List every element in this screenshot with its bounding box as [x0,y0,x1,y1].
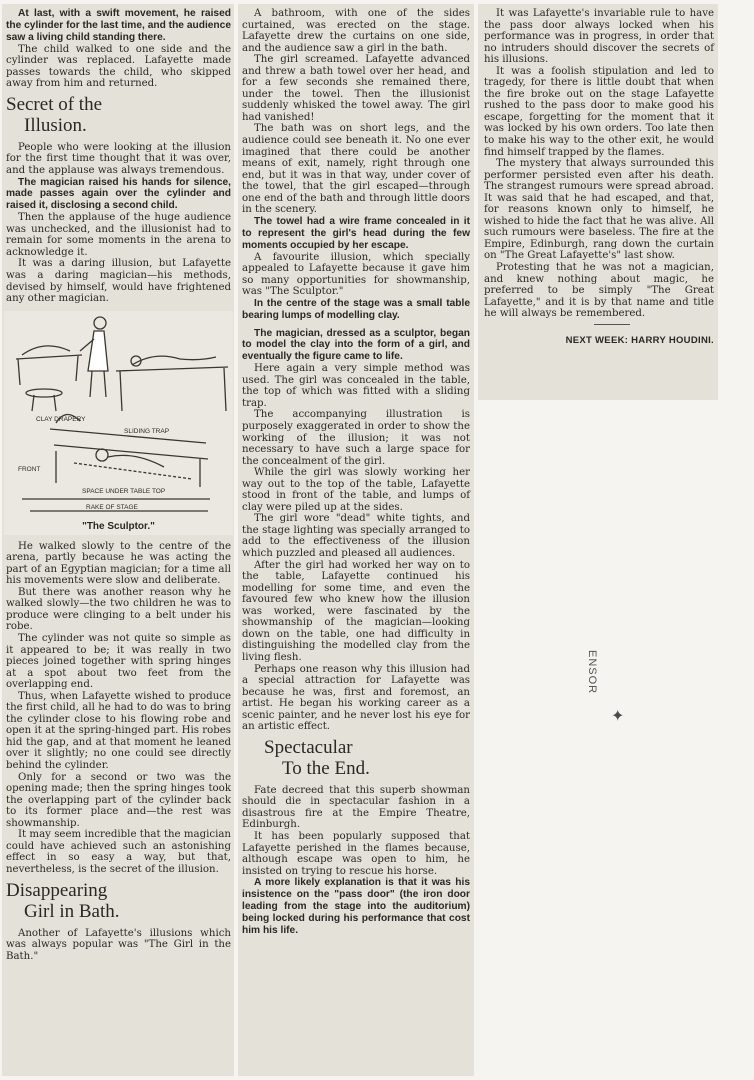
paragraph: It may seem incredible that the magician could have achieved such an astonishing effect in so easy a way, but that, nevertheless, is the secret of the illusion. [6,829,231,875]
paragraph: The child walked to one side and the cylinder was replaced. Lafayette made passes towards the child, who skipped away from him and returned. [6,43,231,90]
col1-end [6,928,231,963]
paragraph: The magician raised his hands for silence, made passes again over the cylinder and raised it, disclosing a second child. [6,176,231,212]
heading-line: Disappearing [6,879,108,901]
label-clay-drapery: CLAY DRAPERY [36,415,86,423]
heading-line: Spectacular [264,736,353,758]
col2-top [242,8,470,322]
paragraph: At last, with a swift movement, he raised the cylinder for the last time, and the audience saw a living child standing there. [6,8,231,43]
label-front: FRONT [18,465,41,473]
paragraph: The accompanying illustration is purposely exaggerated in order to show the working of the illusion; it was not necessary to have such a large space for the concealment of the girl. [242,409,470,467]
paragraph: Only for a second or two was the opening made; then the spring hinges took the overlapping part of the cylinder back to its former place and—the rest was showmanship. [6,771,231,829]
paragraph: Another of Lafayette's illusions which was always popular was "The Girl in the Bath." [6,927,231,962]
heading-spectacular [264,737,470,779]
paragraph: Then the applause of the huge audience was unchecked, and the illusionist had to remain for some moments in the arena to acknowledge it. [6,212,231,258]
paragraph: Protesting that he was not a magician, and knew nothing about magic, he preferred to be simply "The Great Lafayette," and it is by that name and title he will always be remembered. [484,262,714,320]
column-1 [2,4,234,1076]
column-2 [238,4,474,1076]
col1-top [6,8,231,90]
heading-line: Girl in Bath. [24,900,120,922]
heading-line: Secret of the [6,93,103,115]
paragraph: It was a daring illusion, but Lafayette was a daring magician—his methods, devised by himself, would have frightened any other magician. [6,258,231,305]
ensor-stamp: ENSOR [586,650,598,695]
label-rake-of-stage: RAKE OF STAGE [86,503,138,511]
paragraph: The mystery that always surrounded this performer persisted even after his death. The strangest rumours were spread abroad. It was said that he had escaped, and that, for reasons known only to himself, he wished to hide the fact that he was alive. All such rumours were baseless. The fire at the Empire, Edinburgh, rang down the curtain on "The Great Lafayette's" last show. [484,158,714,262]
paragraph: People who were looking at the illusion for the first time thought that it was over, and the applause was always tremendous. [6,141,231,176]
paragraph: After the girl had worked her way on to the table, Lafayette continued his modelling for some time, and even the favoured few who knew how the illusion was worked, were fascinated by the showmanship of the magician—looking down on the table, one had difficulty in distinguishing the modelled clay from the living flesh. [242,559,470,663]
divider-rule [594,324,630,325]
next-week-notice: NEXT WEEK: HARRY HOUDINI. [565,334,714,346]
label-sliding-trap: SLIDING TRAP [124,427,170,435]
label-space-under-table: SPACE UNDER TABLE TOP [82,487,166,495]
paragraph: But there was another reason why he walked slowly—the two children he was to produce were clinging to a belt under his robe. [6,586,231,633]
paragraph: The towel had a wire frame concealed in it to represent the girl's head during the few moments occupied by her escape. [242,215,470,251]
heading-line: To the End. [282,757,370,779]
illustration-caption: "The Sculptor." [82,520,155,532]
paragraph: The girl screamed. Lafayette advanced and threw a bath towel over her head, and for a few seconds she remained there, under the towel. Then the illusionist suddenly whisked the towel away. The girl had vanished! [242,54,470,123]
col3-text [484,8,714,320]
sculptor-illustration [4,311,233,535]
paragraph: The magician, dressed as a sculptor, began to model the clay into the form of a girl, and eventually the figure came to life. [242,327,470,363]
paragraph: It has been popularly supposed that Lafayette perished in the flames because, although escape was open to him, he insisted on trying to rescue his horse. [242,830,470,877]
paragraph: In the centre of the stage was a small table bearing lumps of modelling clay. [242,297,470,321]
col1-bottom [6,541,231,876]
paragraph: He walked slowly to the centre of the arena, partly because he was acting the part of an Egyptian magician; for a time all his movements were slow and deliberate. [6,540,231,587]
sculptor-diagram [4,311,234,523]
col2-bottom [242,328,470,733]
heading-disappearing-girl [6,880,231,922]
paragraph: The girl wore "dead" white tights, and the stage lighting was specially arranged to add to the effectiveness of the illusion which puzzled and pleased all audiences. [242,513,470,560]
paragraph: The cylinder was not quite so simple as it appeared to be; it was really in two pieces joined together with spring hinges at a spot about two feet from the overlapping end. [6,633,231,691]
paragraph: A favourite illusion, which specially appealed to Lafayette because it gave him so many opportunities for showmanship, was "The Sculptor." [242,251,470,298]
paragraph: A bathroom, with one of the sides curtained, was erected on the stage. Lafayette drew the curtains on one side, and the audience saw a girl in the bath. [242,8,470,54]
paragraph: Fate decreed that this superb showman should die in spectacular fashion in a disastrous fire at the Empire Theatre, Edinburgh. [242,784,470,831]
col1-mid [6,142,231,305]
ink-mark: ✦ [611,706,625,725]
paragraph: Perhaps one reason why this illusion had a special attraction for Lafayette was because he was, first and foremost, an artist. He began his working career as a scenic painter, and he never lost his eye for an artistic effect. [242,663,470,733]
paragraph: A more likely explanation is that it was his insistence on the "pass door" (the iron door leading from the stage into the auditorium) being locked during his performance that cost him his life. [242,877,470,936]
paragraph: While the girl was slowly working her way out to the top of the table, Lafayette stood in front of the table, and lumps of clay were piled up at the sides. [242,467,470,513]
paragraph: The bath was on short legs, and the audience could see beneath it. No one ever imagined that there could be another means of exit, namely, right through one end, but it was in that way, under cover of the towel, that the girl escaped—through one end of the bath and through little doors in the scenery. [242,123,470,216]
paragraph: It was Lafayette's invariable rule to have the pass door always locked when his performance was in progress, in order that no intruders should discover the secrets of his illusions. [484,8,714,66]
paragraph: It was a foolish stipulation and led to tragedy, for there is little doubt that when the fire broke out on the stage Lafayette rushed to the pass door to make good his escape, forgetting for the moment that it was locked by his own orders. Too late then to make his way to the other exit, he would find himself trapped by the flames. [484,65,714,158]
heading-line: Illusion. [24,114,87,136]
paragraph: Thus, when Lafayette wished to produce the first child, all he had to do was to bring the cylinder close to his flowing robe and open it at the spring-hinged part. His robes hid the gap, and at that moment he leaned over it slightly; no one could see directly behind the cylinder. [6,690,231,772]
heading-secret-of-the-illusion [6,94,231,136]
paragraph: Here again a very simple method was used. The girl was concealed in the table, the top of which was fitted with a sliding trap. [242,363,470,409]
column-3 [478,4,718,400]
col2-end [242,785,470,937]
